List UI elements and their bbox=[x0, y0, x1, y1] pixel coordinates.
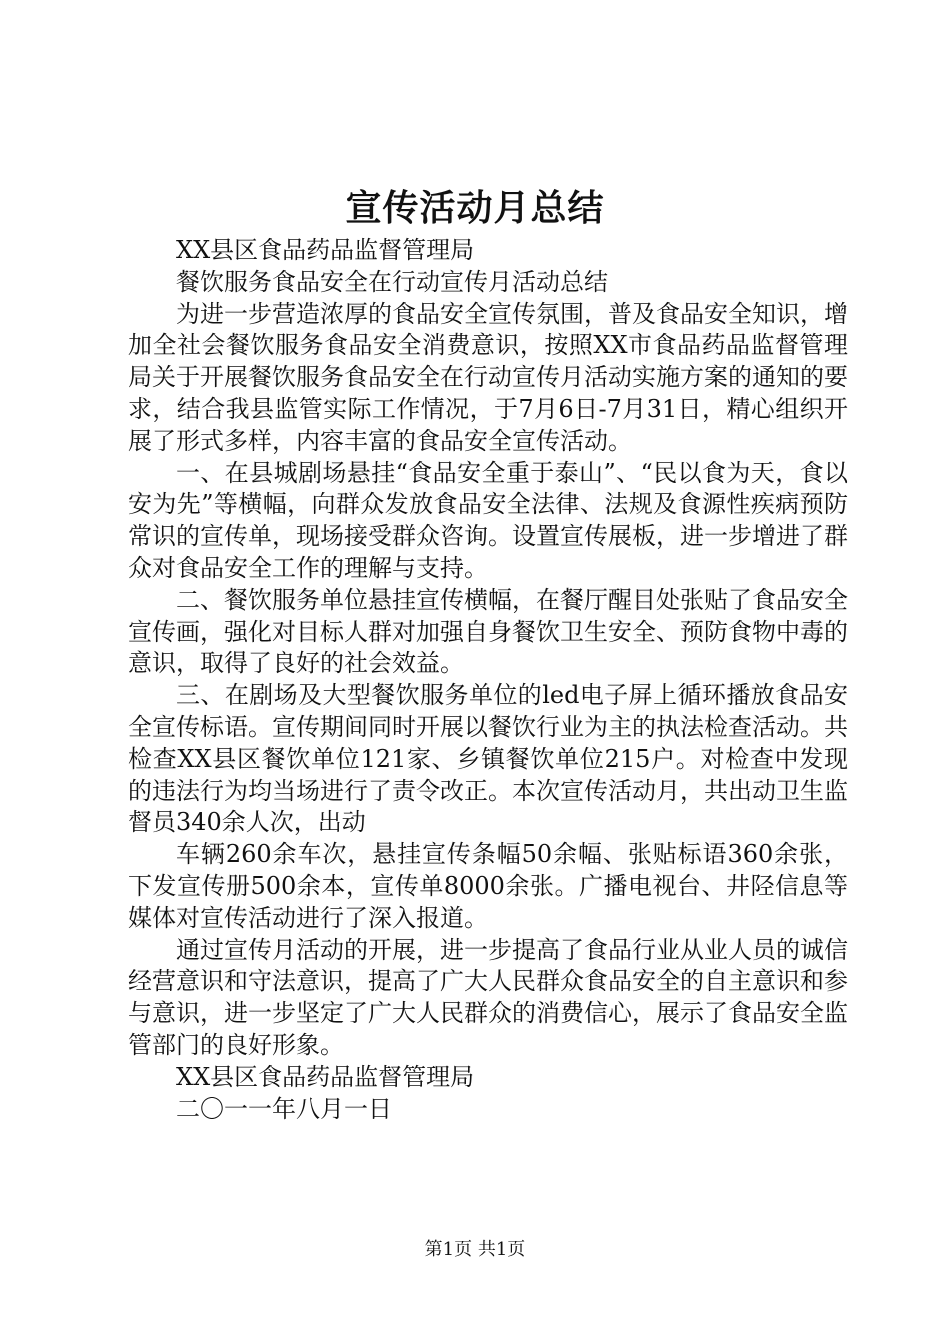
intro-paragraph: 为进一步营造浓厚的食品安全宣传氛围，普及食品安全知识，增加全社会餐饮服务食品安全消费意识，按照XX市食品药品监督管理局关于开展餐饮服务食品安全在行动宣传月活动实施方案的通知的要求，结合我县监管实际工作情况，于7月6日-7月31日，精心组织开展了形式多样，内容丰富的食品安全宣传活动。 bbox=[128, 299, 848, 455]
signature-date: 二〇一一年八月一日 bbox=[176, 1094, 392, 1123]
subtitle-line: 餐饮服务食品安全在行动宣传月活动总结 bbox=[176, 267, 608, 296]
section-two-paragraph: 二、餐饮服务单位悬挂宣传横幅，在餐厅醒目处张贴了食品安全宣传画，强化对目标人群对加强自身餐饮卫生安全、预防食物中毒的意识，取得了良好的社会效益。 bbox=[128, 585, 848, 678]
section-one-paragraph: 一、在县城剧场悬挂“食品安全重于泰山”、“民以食为天，食以安为先”等横幅，向群众发放食品安全法律、法规及食源性疾病预防常识的宣传单，现场接受群众咨询。设置宣传展板，进一步增进了群众对食品安全工作的理解与支持。 bbox=[128, 458, 848, 582]
signature-issuer: XX县区食品药品监督管理局 bbox=[176, 1062, 475, 1091]
statistics-paragraph: 车辆260余车次，悬挂宣传条幅50余幅、张贴标语360余张，下发宣传册500余本，宣传单8000余张。广播电视台、井陉信息等媒体对宣传活动进行了深入报道。 bbox=[128, 840, 848, 932]
section-three-paragraph: 三、在剧场及大型餐饮服务单位的led电子屏上循环播放食品安全宣传标语。宣传期间同时开展以餐饮行业为主的执法检查活动。共检查XX县区餐饮单位121家、乡镇餐饮单位215户。对检查中发现的违法行为均当场进行了责令改正。本次宣传活动月，共出动卫生监督员340余人次，出动 bbox=[128, 681, 848, 837]
document-title: 宣传活动月总结 bbox=[345, 187, 605, 229]
issuer-line: XX县区食品药品监督管理局 bbox=[176, 236, 475, 264]
conclusion-paragraph: 通过宣传月活动的开展，进一步提高了食品行业从业人员的诚信经营意识和守法意识，提高了广大人民群众食品安全的自主意识和参与意识，进一步坚定了广大人民群众的消费信心，展示了食品安全监管部门的良好形象。 bbox=[128, 935, 848, 1059]
page-footer: 第1页 共1页 bbox=[424, 1239, 526, 1260]
document-body bbox=[128, 235, 848, 1125]
